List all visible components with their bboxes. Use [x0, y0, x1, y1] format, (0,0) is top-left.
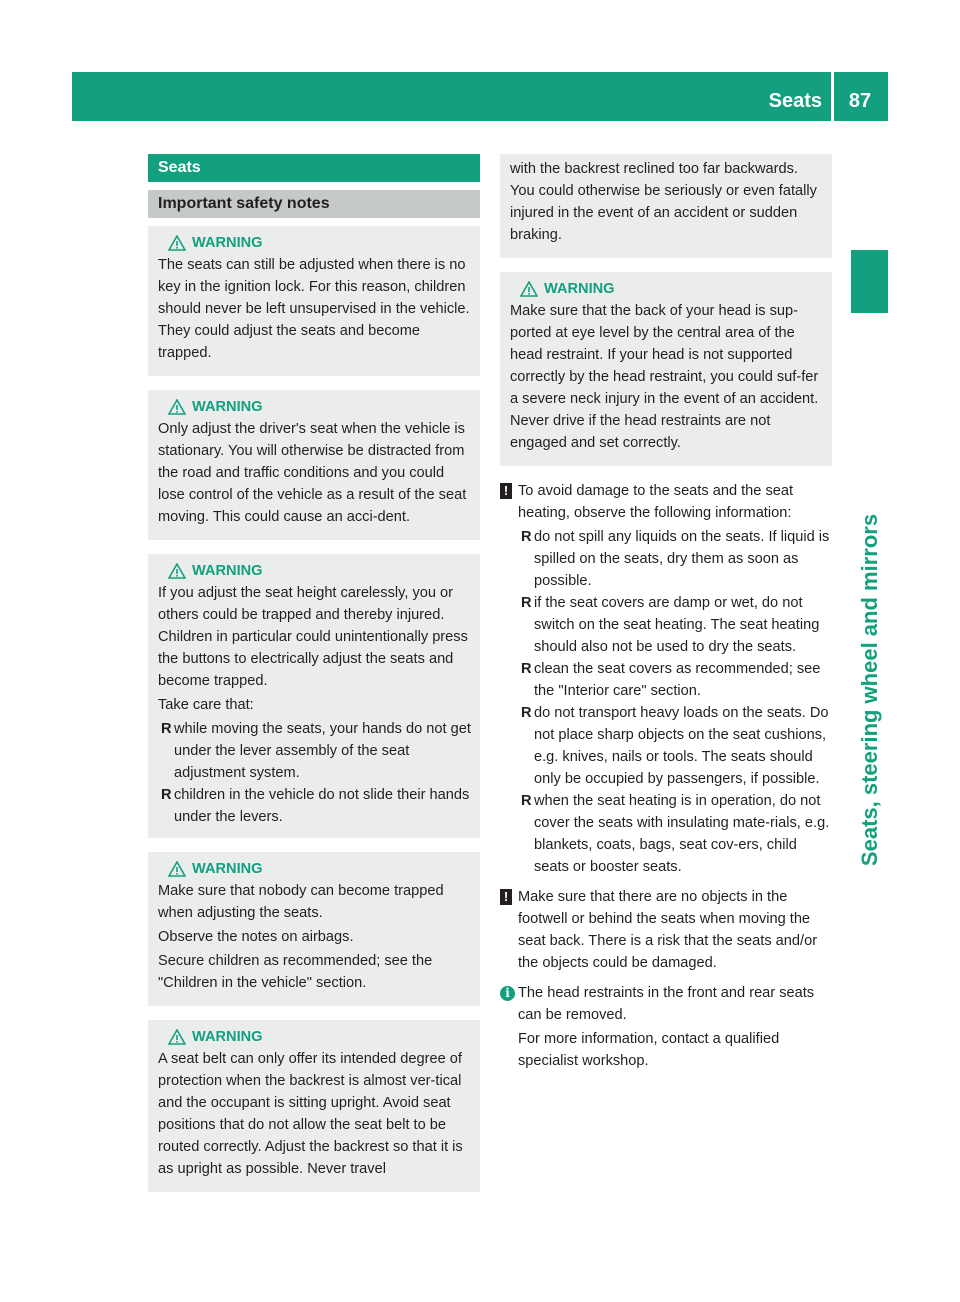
bullet-glyph: R — [521, 595, 532, 611]
warning-header — [168, 858, 474, 880]
bullet-glyph: R — [161, 787, 172, 803]
warning-header — [520, 278, 826, 300]
list-item — [518, 790, 832, 878]
warning-label: WARNING — [544, 281, 615, 297]
caution-bullets — [518, 526, 832, 878]
bullet-glyph: R — [521, 793, 532, 809]
list-item-text: do not transport heavy loads on the seats. Do not place sharp objects on the seat cushions, e.g. knives, nails or tools. The seats should only be occupied by passengers, if possible. — [534, 705, 829, 787]
list-item-text: children in the vehicle do not slide their hands under the levers. — [174, 787, 470, 825]
warning-header — [168, 396, 474, 418]
exclamation-icon: ! — [500, 483, 512, 499]
warning-box — [148, 852, 480, 1006]
warning-bullets — [158, 718, 474, 828]
warning-header — [168, 560, 474, 582]
warning-label: WARNING — [192, 563, 263, 579]
info-text: For more information, contact a qualified specialist workshop. — [518, 1031, 780, 1069]
warning-header — [168, 232, 474, 254]
right-column — [500, 154, 832, 1074]
warning-continuation — [500, 154, 832, 258]
list-item — [158, 784, 474, 828]
section-title: Seats — [148, 154, 480, 182]
warning-triangle-icon — [168, 1029, 186, 1045]
warning-triangle-icon — [168, 235, 186, 251]
warning-text: Only adjust the driver's seat when the vehicle is stationary. You will otherwise be distracted from the road and traffic conditions and you could lose control of the vehicle as a result of the seat moving. This could cause an acci-dent. — [158, 421, 467, 525]
warning-text: A seat belt can only offer its intended degree of protection when the backrest is almost ver-tical and the occupant is sitting upright. Avoid seat positions that do not allow the seat belt to be routed correctly. Adjust the backrest so that it is as upright as possible. Never travel — [158, 1051, 463, 1177]
list-item — [518, 592, 832, 658]
warning-triangle-icon — [520, 281, 538, 297]
caution-note — [500, 480, 832, 878]
caution-text: To avoid damage to the seats and the seat heating, observe the following information: — [518, 483, 794, 521]
warning-text: If you adjust the seat height carelessly, you or others could be trapped and thereby injured. Children in particular could unintentionally press the buttons to electrically adjust the seats and become trapped. — [158, 585, 468, 689]
warning-text: Make sure that the back of your head is sup-ported at eye level by the central area of the head restraint. If your head is not supported correctly by the head restraint, you could suf-fer a severe neck injury in the event of an accident. Never drive if the head restraints are not engaged and set correctly. — [510, 303, 819, 451]
warning-triangle-icon — [168, 861, 186, 877]
info-text: The head restraints in the front and rear seats can be removed. — [518, 985, 815, 1023]
warning-text: with the backrest reclined too far backwards. You could otherwise be seriously or even fatally injured in the event of an accident or sudden braking. — [510, 161, 817, 243]
warning-triangle-icon — [168, 399, 186, 415]
warning-box — [148, 1020, 480, 1192]
left-column — [148, 154, 480, 1206]
info-icon: i — [500, 986, 515, 1001]
info-note — [500, 982, 832, 1072]
list-item-text: if the seat covers are damp or wet, do not switch on the seat heating. The seat heating should also not be used to dry the seats. — [534, 595, 820, 655]
warning-text: Take care that: — [158, 697, 254, 713]
exclamation-icon: ! — [500, 889, 512, 905]
bullet-glyph: R — [161, 721, 172, 737]
warning-label: WARNING — [192, 235, 263, 251]
header-divider — [831, 72, 834, 121]
warning-text: Make sure that nobody can become trapped when adjusting the seats. — [158, 883, 444, 921]
list-item-text: while moving the seats, your hands do not get under the lever assembly of the seat adjustment system. — [174, 721, 471, 781]
warning-label: WARNING — [192, 399, 263, 415]
warning-box — [148, 226, 480, 376]
warning-list — [148, 226, 480, 1192]
bullet-glyph: R — [521, 705, 532, 721]
list-item — [518, 526, 832, 592]
list-item — [158, 718, 474, 784]
warning-label: WARNING — [192, 1029, 263, 1045]
list-item — [518, 658, 832, 702]
side-tab-marker — [851, 250, 888, 313]
list-item-text: clean the seat covers as recommended; see the "Interior care" section. — [534, 661, 821, 699]
warning-text: The seats can still be adjusted when there is no key in the ignition lock. For this reason, children should never be left unsupervised in the vehicle. They could adjust the seats and become trapped. — [158, 257, 470, 361]
warning-text: Observe the notes on airbags. — [158, 929, 354, 945]
list-item-text: do not spill any liquids on the seats. If liquid is spilled on the seats, dry them as soon as possible. — [534, 529, 830, 589]
bullet-glyph: R — [521, 661, 532, 677]
caution-note — [500, 886, 832, 974]
page-number: 87 — [848, 90, 872, 112]
list-item-text: when the seat heating is in operation, do not cover the seats with insulating mate-rials, e.g. blankets, coats, bags, seat cov-ers, child seats or booster seats. — [534, 793, 830, 875]
bullet-glyph: R — [521, 529, 532, 545]
warning-box — [148, 390, 480, 540]
warning-text: Secure children as recommended; see the "Children in the vehicle" section. — [158, 953, 433, 991]
caution-text: Make sure that there are no objects in the footwell or behind the seats when moving the seat back. There is a risk that the seats and/or the objects could be damaged. — [518, 889, 818, 971]
warning-triangle-icon — [168, 563, 186, 579]
chapter-title: Seats — [768, 90, 822, 112]
warning-box — [500, 272, 832, 466]
warning-label: WARNING — [192, 861, 263, 877]
subsection-title: Important safety notes — [148, 190, 480, 218]
warning-header — [168, 1026, 474, 1048]
warning-box — [148, 554, 480, 838]
list-item — [518, 702, 832, 790]
